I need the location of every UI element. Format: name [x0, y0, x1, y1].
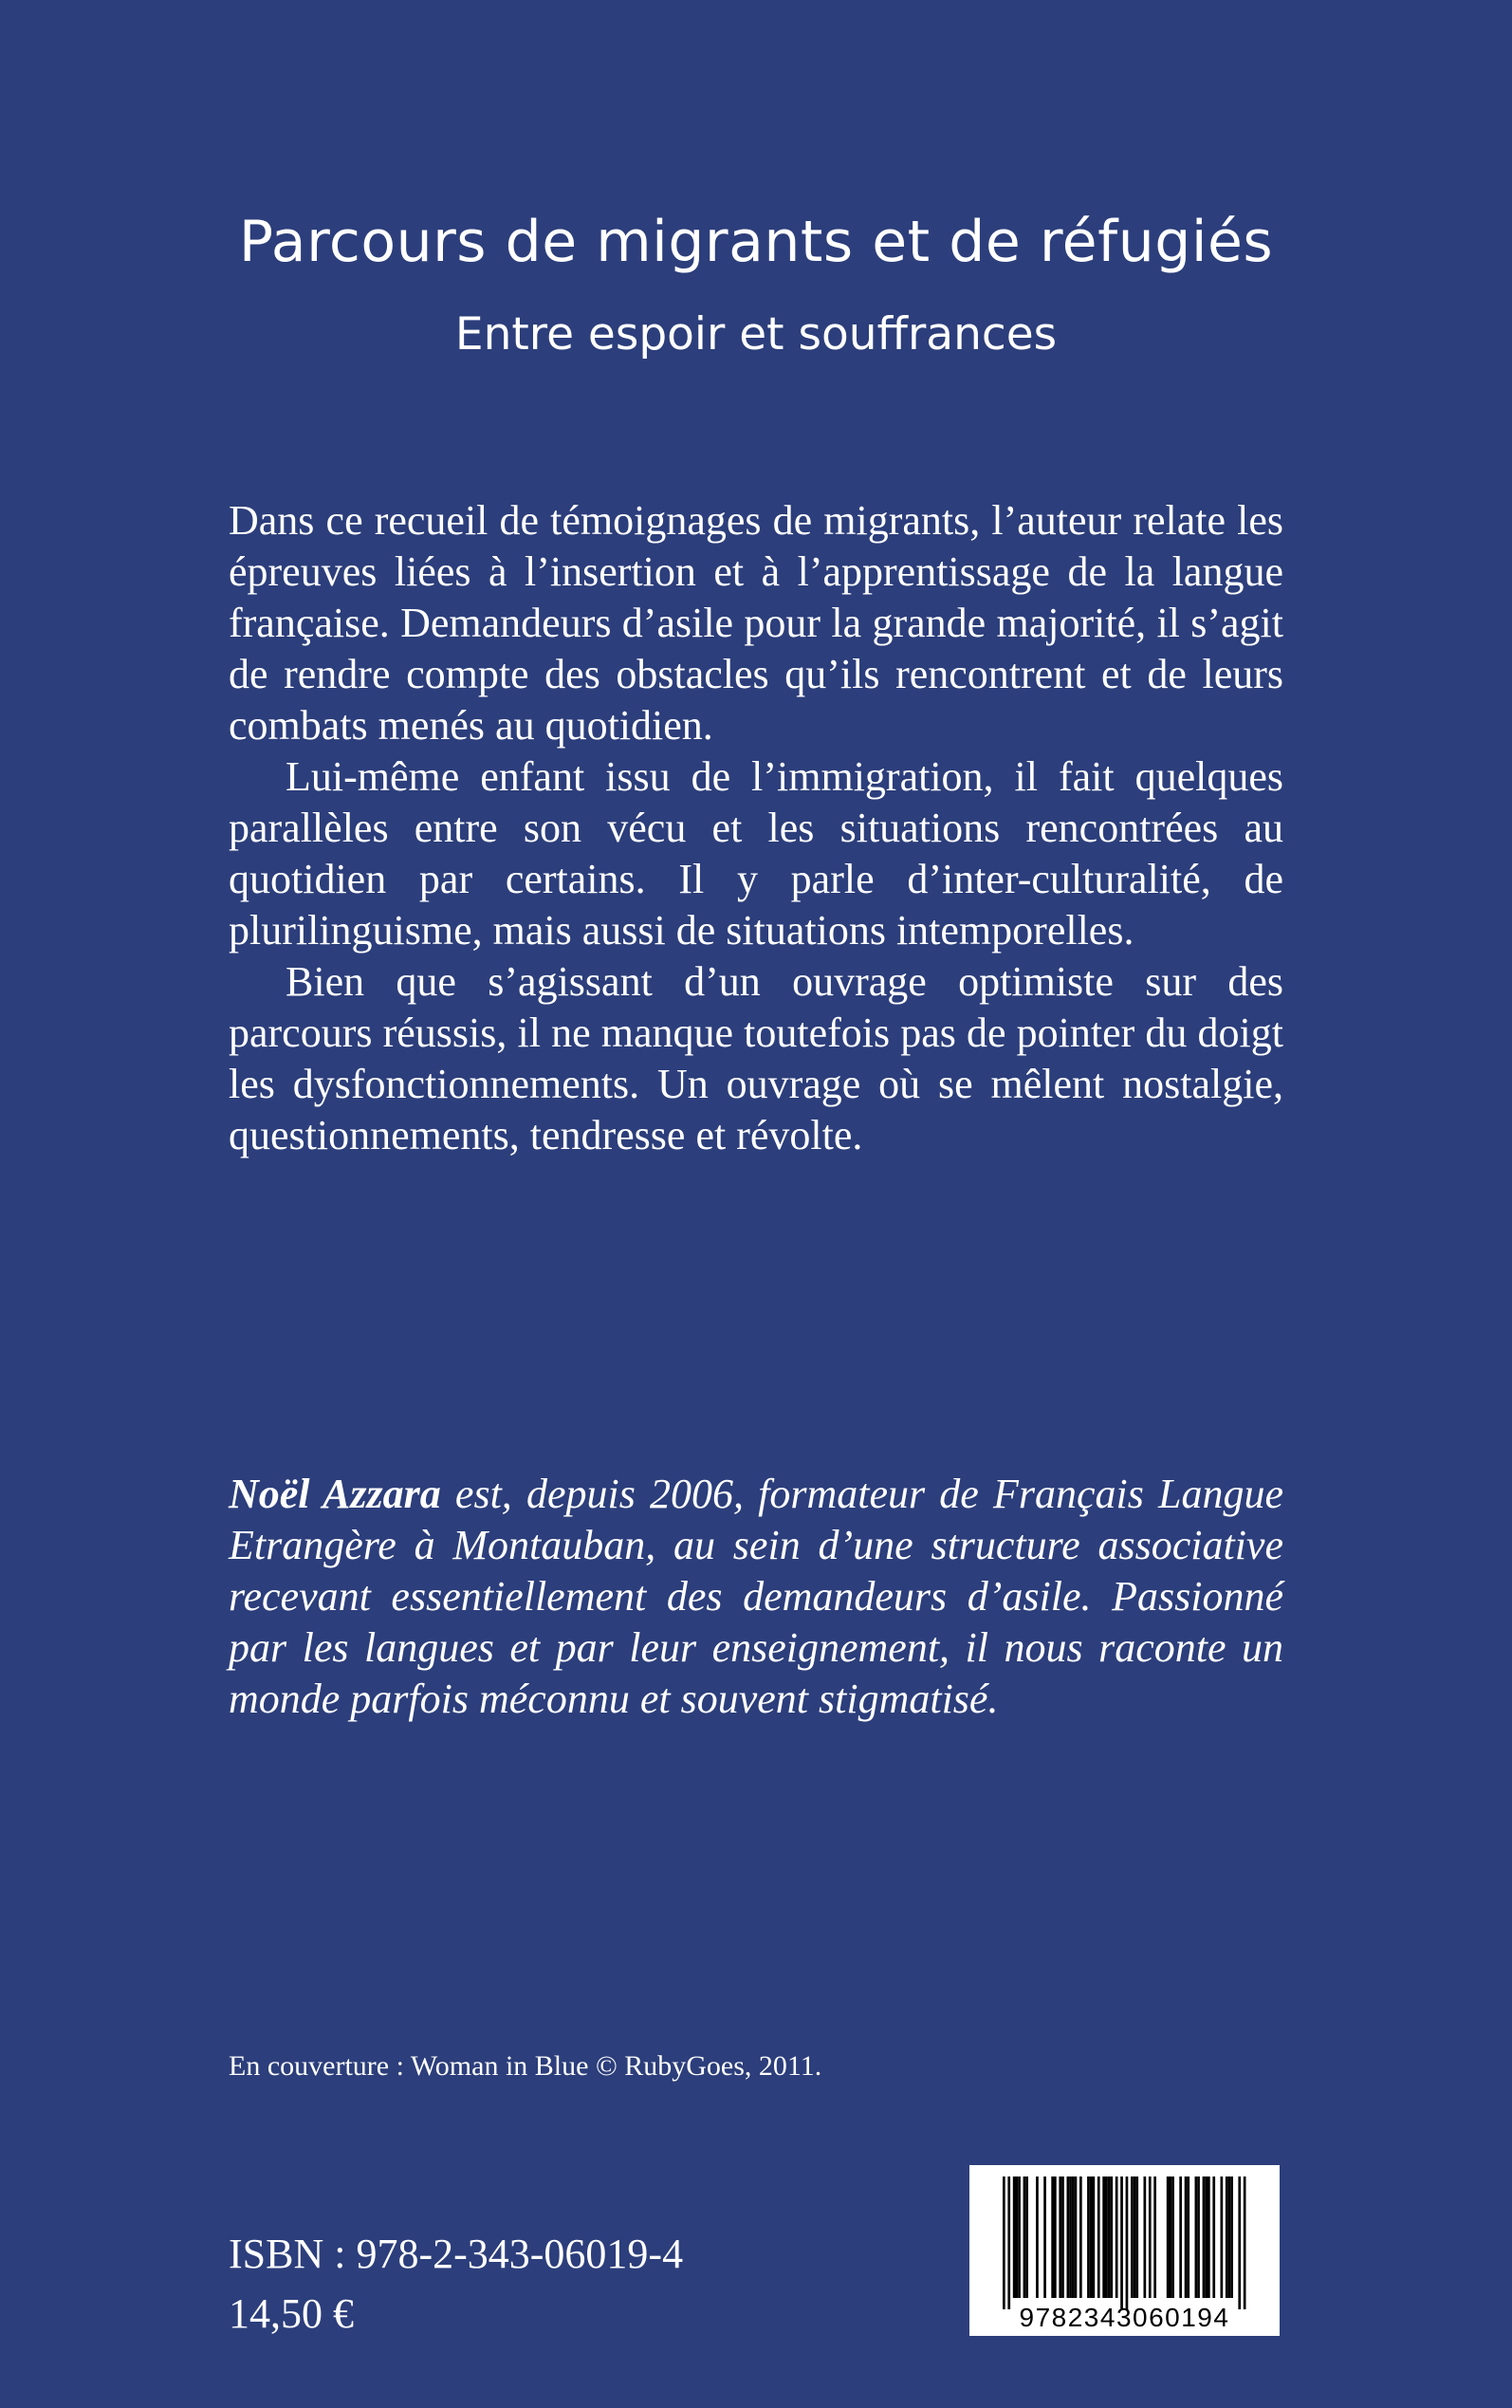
- barcode-bar: [1018, 2176, 1021, 2298]
- blurb-paragraph-3: Bien que s’agissant d’un ouvrage optimiste sur des parcours réussis, il ne manque toutefois pas de pointer du doigt les dysfonctionnements. Un ouvrage où se mêlent nostalgie, questionnements, tendresse et révolte.: [229, 958, 1283, 1158]
- barcode-bar: [1144, 2176, 1147, 2298]
- barcode-bar: [1105, 2176, 1108, 2298]
- barcode-bar: [1043, 2176, 1046, 2298]
- author-bio-text: est, depuis 2006, formateur de Français Langue Etrangère à Montauban, au sein d’une structure associative recevant essentiellement des demandeurs d’asile. Passionné par les langues et par leur enseignement, il nous raconte un monde parfois méconnu et souvent stigmatisé.: [229, 1471, 1283, 1722]
- barcode-bar: [1069, 2176, 1072, 2298]
- barcode-bar: [1090, 2176, 1093, 2298]
- barcode-bar: [1072, 2176, 1075, 2298]
- barcode-graphic: [969, 2165, 1280, 2336]
- barcode-bar: [1238, 2176, 1241, 2309]
- blurb-paragraph-2: Lui-même enfant issu de l’immigration, il fait quelques parallèles entre son vécu et les situations rencontrées au quotidien par certains. Il y parle d’inter-culturalité, de plurilinguisme, mais aussi de situations intemporelles.: [229, 753, 1283, 954]
- barcode-bars: [1003, 2176, 1246, 2309]
- barcode-bar: [1228, 2176, 1231, 2298]
- barcode-bar: [1170, 2176, 1172, 2298]
- book-title: Parcours de migrants et de réfugiés: [238, 209, 1274, 275]
- barcode-bar: [1051, 2176, 1054, 2298]
- barcode-bar: [1153, 2176, 1156, 2298]
- barcode-bar: [1007, 2176, 1010, 2309]
- barcode-bar: [1244, 2176, 1246, 2309]
- barcode-bar: [1179, 2176, 1182, 2298]
- barcode-bar: [1205, 2176, 1208, 2298]
- barcode-bar: [1003, 2176, 1005, 2309]
- barcode-bar: [1195, 2176, 1198, 2298]
- barcode-bar: [1187, 2176, 1189, 2298]
- barcode-bar: [1036, 2176, 1039, 2298]
- isbn: ISBN : 978-2-343-06019-4: [229, 2231, 684, 2277]
- barcode-bar: [1230, 2176, 1233, 2298]
- barcode-bar: [1097, 2176, 1100, 2298]
- barcode-digits: 9782343060194: [1019, 2303, 1230, 2332]
- blurb: [229, 495, 1283, 1161]
- barcode-bar: [1110, 2176, 1113, 2298]
- barcode-bar: [1059, 2176, 1061, 2298]
- barcode-bar: [1093, 2176, 1096, 2298]
- barcode-bar: [1212, 2176, 1215, 2298]
- barcode-bar: [1116, 2176, 1118, 2298]
- barcode-bar: [1102, 2176, 1105, 2298]
- barcode: [969, 2165, 1280, 2336]
- barcode-bar: [1067, 2176, 1070, 2298]
- barcode-bar: [1203, 2176, 1206, 2298]
- book-subtitle: Entre espoir et souffrances: [454, 308, 1058, 361]
- barcode-bar: [1226, 2176, 1228, 2298]
- barcode-bar: [1025, 2176, 1028, 2298]
- barcode-bar: [1185, 2176, 1188, 2298]
- barcode-bar: [1087, 2176, 1090, 2298]
- barcode-bar: [1197, 2176, 1200, 2298]
- barcode-bar: [1135, 2176, 1138, 2298]
- barcode-bar: [1134, 2176, 1136, 2298]
- barcode-bar: [1221, 2176, 1224, 2298]
- barcode-bar: [1120, 2176, 1123, 2309]
- barcode-bar: [1126, 2176, 1129, 2309]
- barcode-bar: [1061, 2176, 1064, 2298]
- author-bio: [229, 1469, 1283, 1725]
- barcode-bar: [1016, 2176, 1019, 2298]
- barcode-bar: [1054, 2176, 1057, 2298]
- barcode-bar: [1131, 2176, 1134, 2298]
- barcode-bar: [1023, 2176, 1026, 2298]
- barcode-bar: [1171, 2176, 1174, 2298]
- barcode-bar: [1075, 2176, 1078, 2298]
- barcode-bar: [1108, 2176, 1111, 2298]
- barcode-bar: [1013, 2176, 1016, 2298]
- barcode-bar: [1149, 2176, 1152, 2298]
- author-name: Noël Azzara: [229, 1471, 441, 1517]
- barcode-bar: [1208, 2176, 1210, 2298]
- blurb-paragraph-1: Dans ce recueil de témoignages de migrants, l’auteur relate les épreuves liées à l’insertion et à l’apprentissage de la langue française. Demandeurs d’asile pour la grande majorité, il s’agit de rendre compte des obstacles qu’ils rencontrent et de leurs combats menés au quotidien.: [229, 497, 1283, 749]
- price: 14,50 €: [229, 2290, 354, 2337]
- barcode-bar: [1079, 2176, 1082, 2298]
- barcode-bar: [1167, 2176, 1170, 2298]
- cover-credit: En couverture : Woman in Blue © RubyGoes, 2011.: [229, 2050, 822, 2082]
